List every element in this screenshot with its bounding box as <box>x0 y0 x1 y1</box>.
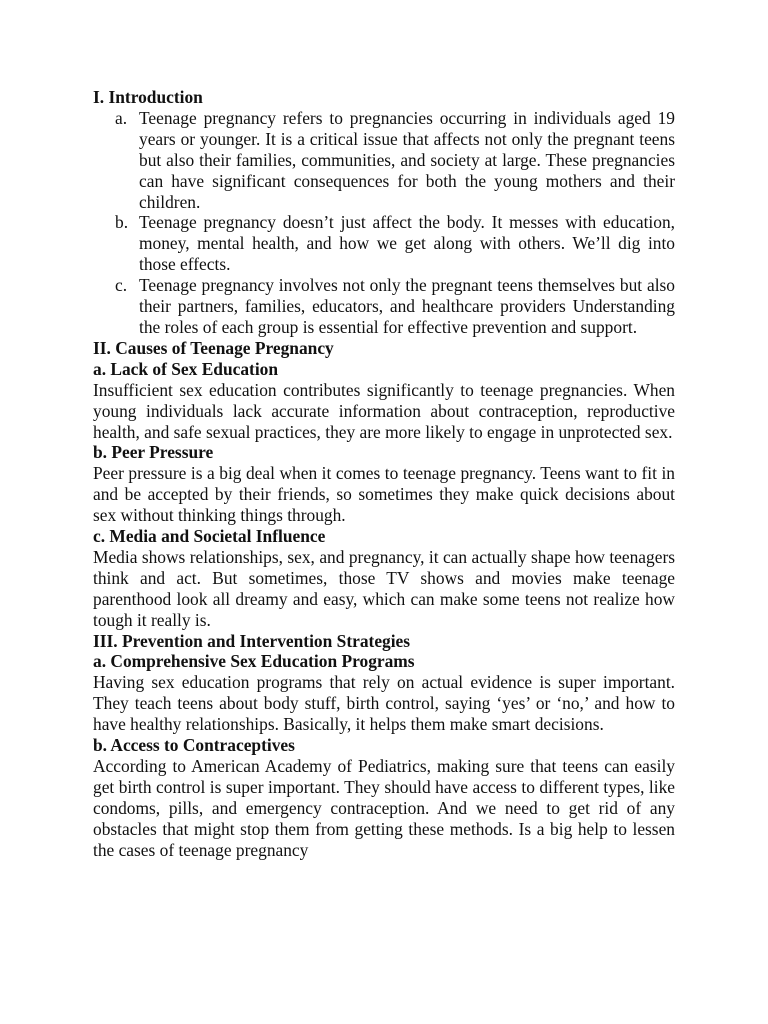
list-marker: c. <box>115 275 128 296</box>
document-page <box>93 87 675 861</box>
paragraph-sex-education-programs: Having sex education programs that rely on actual evidence is super important. They teach teens about body stuff, birth control, saying ‘yes’ or ‘no,’ and how to have healthy relationships. Basically, it helps them make smart decisions. <box>93 672 675 735</box>
list-item-text: Teenage pregnancy involves not only the pregnant teens themselves but also their partners, families, educators, and healthcare providers Understanding the roles of each group is essential for effective prevention and support. <box>139 275 675 337</box>
subsection-title-peer-pressure: b. Peer Pressure <box>93 442 214 463</box>
introduction-heading: I. Introduction <box>93 87 203 107</box>
subsection-title-sex-education-programs: a. Comprehensive Sex Education Programs <box>93 651 415 672</box>
subsection-title-access-to-contraceptives: b. Access to Contraceptives <box>93 735 295 756</box>
paragraph-lack-of-sex-education: Insufficient sex education contributes significantly to teenage pregnancies. When young individuals lack accurate information about contraception, reproductive health, and safe sexual practices, they are more likely to engage in unprotected sex. <box>93 379 675 442</box>
list-item-text: Teenage pregnancy doesn’t just affect the body. It messes with education, money, mental health, and how we get along with others. We’ll dig into those effects. <box>139 212 675 275</box>
paragraph-media-influence: Media shows relationships, sex, and pregnancy, it can actually shape how teenagers think and act. But sometimes, those TV shows and movies make teenage parenthood look all dreamy and easy, which can make some teens not realize how tough it really is. <box>93 546 675 630</box>
list-item-text: Teenage pregnancy refers to pregnancies occurring in individuals aged 19 years or younger. It is a critical issue that affects not only the pregnant teens but also their families, communities, and society at large. These pregnancies can have significant consequences for both the young mothers and their children. <box>139 107 675 212</box>
paragraph-peer-pressure: Peer pressure is a big deal when it comes to teenage pregnancy. Teens want to fit in and be accepted by their friends, so sometimes they make quick decisions about sex without thinking things through. <box>93 463 675 526</box>
causes-heading: II. Causes of Teenage Pregnancy <box>93 337 334 358</box>
introduction-item-c <box>115 275 675 338</box>
introduction-list <box>93 108 675 338</box>
list-marker: b. <box>115 212 129 233</box>
introduction-item-a <box>115 107 675 213</box>
paragraph-access-to-contraceptives: According to American Academy of Pediatrics, making sure that teens can easily get birth control is super important. They should have access to different types, like condoms, pills, and emergency contraception. And we need to get rid of any obstacles that might stop them from getting these methods. Is a big help to lessen the cases of teenage pregnancy <box>93 756 675 860</box>
subsection-title-media-influence: c. Media and Societal Influence <box>93 526 326 547</box>
subsection-title-lack-of-sex-education: a. Lack of Sex Education <box>93 358 279 379</box>
introduction-item-b <box>115 212 675 275</box>
prevention-heading: III. Prevention and Intervention Strategies <box>93 630 411 651</box>
list-marker: a. <box>115 107 128 128</box>
